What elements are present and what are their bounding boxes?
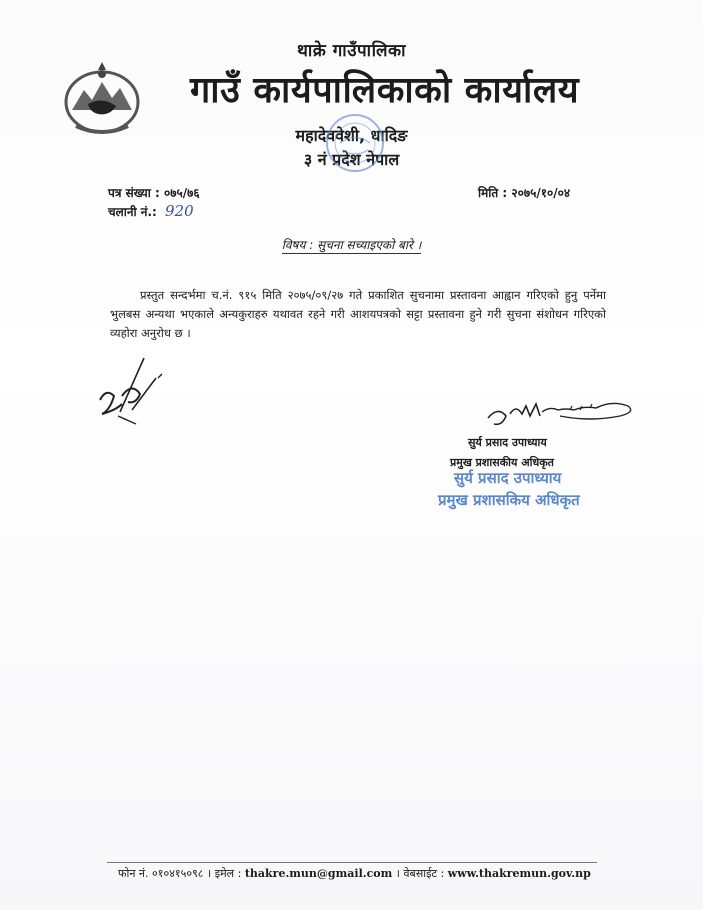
dispatch-number [108, 202, 194, 220]
website-link[interactable]: www.thakremun.gov.np [447, 867, 591, 880]
dispatch-number-label: चलानी नं.: [108, 205, 157, 219]
letter-number-label: पत्र संख्या : [108, 186, 160, 200]
footer-divider [107, 862, 597, 863]
phone-value: ०१०४१५०९८ [152, 867, 204, 880]
stamp-signatory-name: सुर्य प्रसाद उपाध्याय [454, 469, 562, 487]
email-link[interactable]: thakre.mun@gmail.com [244, 867, 393, 880]
stamp-signatory-title: प्रमुख प्रशासकिय अधिकृत [438, 491, 580, 509]
date-label: मिति : [478, 186, 508, 200]
municipality-name: थाक्रे गाउँपालिका [297, 41, 406, 61]
dispatch-number-value: 920 [165, 202, 194, 220]
letter-body: प्रस्तुत सन्दर्भमा च.नं. ९१५ मिति २०७५/०९/२७ गते प्रकाशित सुचनामा प्रस्तावना आह्वान गरिएको हुनु पर्नेमा भुलबस अन्यथा भएकाले अन्यकुराहरु यथावत रहने गरी आशयपत्रको सट्टा प्रस्तावना हुने गरी सुचना संशोधन गरिएको व्यहोरा अनुरोध छ । [110, 288, 606, 340]
letter-date [478, 184, 570, 201]
footer-sep-2: । [395, 867, 404, 880]
footer-contact [118, 866, 591, 881]
officer-signature [480, 386, 640, 432]
signatory-name: सुर्य प्रसाद उपाध्याय [468, 436, 547, 449]
phone-label: फोन नं. [118, 867, 149, 880]
website-label: वेबसाईट : [403, 867, 445, 880]
email-label: इमेल : [214, 867, 242, 880]
office-title: गाउँ कार्यपालिकाको कार्यालय [190, 70, 580, 111]
office-seal-stamp [324, 112, 386, 174]
subject-line [0, 236, 703, 253]
footer-sep-1: । [207, 867, 215, 880]
signatory-title: प्रमुख प्रशासकीय अधिकृत [450, 456, 554, 469]
letter-number [108, 184, 200, 201]
handwritten-initials [92, 352, 172, 432]
date-value: २०७५/१०/०४ [511, 186, 571, 200]
address-line-2: ३ नं प्रदेश नेपाल [303, 150, 400, 169]
letter-number-value: ०७५/७६ [163, 186, 200, 200]
address-line-1: महादेववेशी, धादिङ [295, 126, 408, 145]
subject-text: विषय : सुचना सच्याइएको बारे । [281, 238, 422, 252]
